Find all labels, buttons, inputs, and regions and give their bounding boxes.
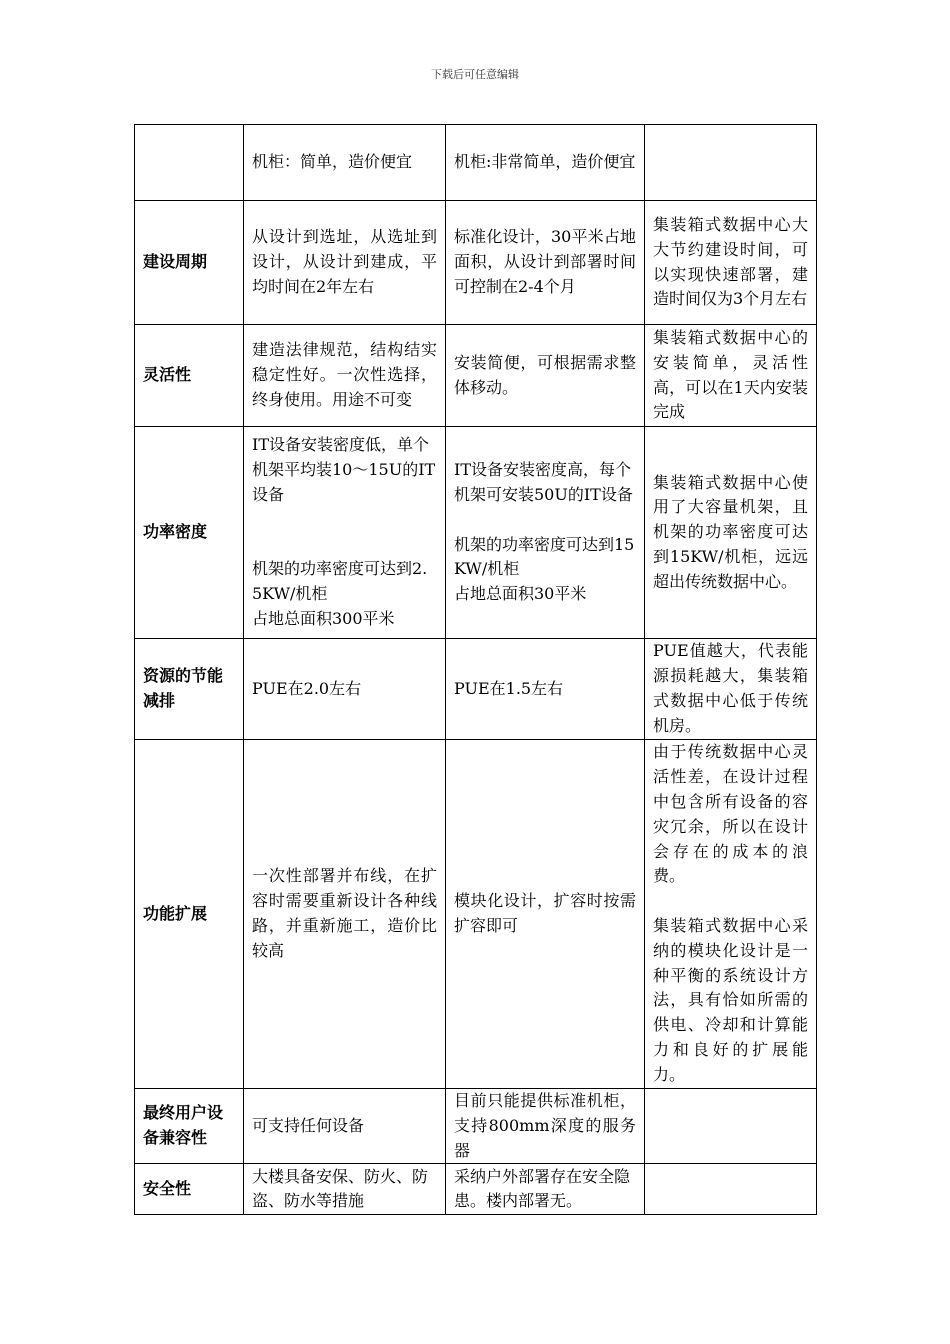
cell-text: 集装箱式数据中心采纳的模块化设计是一种平衡的系统设计方法，具有恰如所需的供电、冷却和计算能力和良好的扩展能力。 (653, 916, 808, 1084)
cell-text: 一次性部署并布线，在扩容时需要重新设计各种线路，并重新施工，造价比较高 (252, 866, 437, 960)
cell-text: 机架的功率密度可达到2.5KW/机柜 (252, 559, 428, 604)
remark-cell (645, 1089, 817, 1164)
row-label: 资源的节能减排 (135, 639, 244, 740)
cell-text: PUE在1.5左右 (454, 678, 564, 698)
traditional-cell (244, 125, 446, 201)
cell-text: 由于传统数据中心灵活性差，在设计过程中包含所有设备的容灾冗余，所以在设计会存在的成本的浪费。 (653, 742, 808, 886)
cell-text: 可支持任何设备 (252, 1115, 365, 1135)
cell-text: 占地总面积300平米 (252, 608, 395, 628)
remark-cell (645, 201, 817, 325)
remark-cell (645, 740, 817, 1089)
container-cell (446, 427, 645, 639)
container-cell (446, 740, 645, 1089)
remark-cell (645, 639, 817, 740)
traditional-cell (244, 1164, 446, 1215)
container-cell (446, 325, 645, 427)
cell-gap (252, 533, 437, 558)
traditional-cell (244, 740, 446, 1089)
row-label: 建设周期 (135, 201, 244, 325)
cell-text: 从设计到选址，从选址到设计，从设计到建成，平均时间在2年左右 (252, 227, 437, 296)
remark-cell (645, 427, 817, 639)
container-cell (446, 639, 645, 740)
cell-text: 模块化设计，扩容时按需扩容即可 (454, 891, 636, 935)
table-row-security (135, 1164, 817, 1215)
cell-text: 机柜：简单，造价便宜 (252, 152, 413, 172)
cell-text: 建造法律规范，结构结实稳定性好。一次性选择，终身使用。用途不可变 (252, 340, 437, 409)
traditional-cell (244, 639, 446, 740)
row-label: 功率密度 (135, 427, 244, 639)
cell-text: 采纳户外部署存在安全隐患。楼内部署无。 (454, 1166, 631, 1211)
page-header: 下载后可任意编辑 (431, 68, 519, 81)
traditional-cell (244, 427, 446, 639)
cell-text: PUE在2.0左右 (252, 678, 362, 698)
container-cell (446, 1164, 645, 1215)
row-label: 功能扩展 (135, 740, 244, 1089)
cell-text: 安装简便，可根据需求整体移动。 (454, 352, 636, 397)
cell-text: 标准化设计，30平米占地面积，从设计到部署时间可控制在2-4个月 (454, 227, 636, 296)
row-label: 安全性 (135, 1164, 244, 1215)
cell-text: 目前只能提供标准机柜，支持800mm深度的服务器 (454, 1091, 636, 1160)
cell-gap (252, 508, 437, 533)
cell-text: 占地总面积30平米 (454, 584, 587, 604)
remark-cell (645, 1164, 817, 1215)
traditional-cell (244, 201, 446, 325)
cell-text: 机柜:非常简单，造价便宜 (454, 152, 636, 172)
container-cell (446, 125, 645, 201)
row-label: 最终用户设备兼容性 (135, 1089, 244, 1164)
container-cell (446, 1089, 645, 1164)
table-row-expansion (135, 740, 817, 1089)
table-row-energy-saving (135, 639, 817, 740)
cell-text: IT设备安装密度高，每个机架可安装50U的IT设备 (454, 460, 633, 504)
cell-text: 集装箱式数据中心使用了大容量机架，且机架的功率密度可达到15KW/机柜，远远超出传统数据中心。 (653, 472, 808, 591)
cell-text: 机架的功率密度可达到15KW/机柜 (454, 534, 635, 579)
cell-text: PUE值越大，代表能源损耗越大，集装箱式数据中心低于传统机房。 (653, 641, 808, 735)
traditional-cell (244, 325, 446, 427)
table-row-build-period (135, 201, 817, 325)
table-row-cabinet (135, 125, 817, 201)
remark-cell (645, 325, 817, 427)
row-label (135, 125, 244, 201)
remark-cell (645, 125, 817, 201)
table-row-flexibility (135, 325, 817, 427)
comparison-table (134, 124, 817, 1215)
cell-gap (653, 889, 808, 914)
table-row-compatibility (135, 1089, 817, 1164)
cell-text: 集装箱式数据中心大大节约建设时间，可以实现快速部署，建造时间仅为3个月左右 (653, 214, 808, 309)
table-row-power-density (135, 427, 817, 639)
cell-gap (454, 508, 636, 533)
traditional-cell (244, 1089, 446, 1164)
cell-text: 大楼具备安保、防火、防盗、防水等措施 (252, 1166, 429, 1211)
cell-text: 集装箱式数据中心的安装简单，灵活性高，可以在1天内安装完成 (653, 327, 808, 422)
cell-text: IT设备安装密度低，单个机架平均装10～15U的IT设备 (252, 435, 436, 504)
row-label: 灵活性 (135, 325, 244, 427)
container-cell (446, 201, 645, 325)
